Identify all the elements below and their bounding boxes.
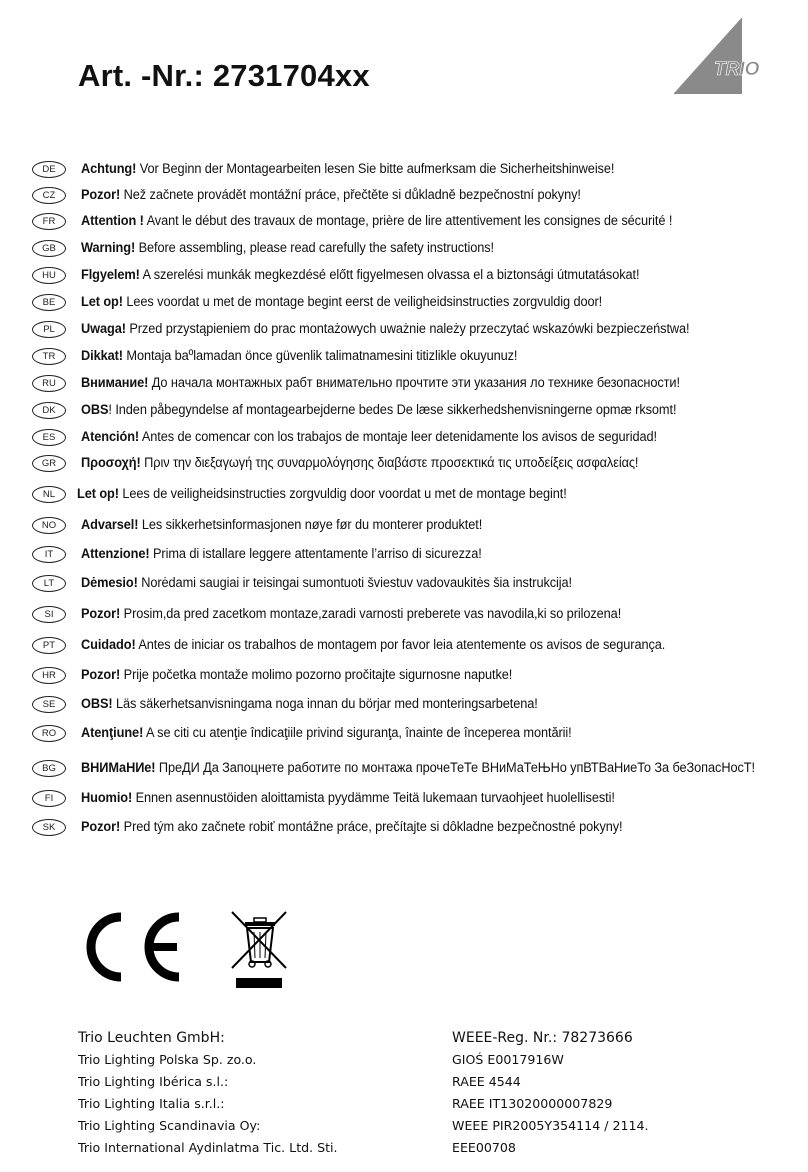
warning-heading: Let op! bbox=[81, 294, 123, 310]
language-code-badge: ES bbox=[32, 429, 66, 446]
language-code-badge: RO bbox=[32, 725, 66, 742]
language-code-badge: RU bbox=[32, 375, 66, 392]
warning-heading: Let op! bbox=[77, 486, 119, 502]
warning-text bbox=[81, 696, 538, 712]
registration-number: EEE00708 bbox=[452, 1140, 516, 1155]
warning-heading: OBS bbox=[81, 402, 109, 418]
warning-row bbox=[0, 291, 808, 313]
warning-heading: Warning! bbox=[81, 240, 136, 256]
warning-row bbox=[0, 345, 808, 367]
warning-body: Les sikkerhetsinformasjonen nøye før du monterer produktet! bbox=[138, 517, 483, 533]
warning-heading: Προσοχή! bbox=[81, 455, 141, 471]
language-code-badge: HU bbox=[32, 267, 66, 284]
warning-heading: Dėmesio! bbox=[81, 575, 138, 591]
warning-heading: Dikkat! bbox=[81, 348, 123, 364]
warning-row bbox=[0, 483, 808, 505]
warning-body: A se citi cu atenţie îndicaţiile privind siguranţa, înainte de începerea montării! bbox=[143, 725, 572, 741]
warning-body: A szerelési munkák megkezdésé előtt figyelmesen olvassa el a biztonsági útmutatásokat! bbox=[139, 267, 640, 283]
warning-text bbox=[81, 267, 639, 283]
warning-text bbox=[81, 402, 676, 418]
warning-body: Ennen asennustöiden aloittamista pyydämme Teitä lukemaan turvaohjeet huolellisesti! bbox=[132, 790, 615, 806]
language-code-badge: NL bbox=[32, 486, 66, 503]
language-code-badge: BG bbox=[32, 760, 66, 777]
warning-row bbox=[0, 664, 808, 686]
warning-body: Montaja baºlamadan önce güvenlik talimatnamesini titizlikle okuyunuz! bbox=[122, 348, 518, 364]
warning-text bbox=[81, 321, 690, 337]
trio-logo bbox=[672, 18, 774, 96]
warning-text bbox=[81, 606, 621, 622]
warning-text bbox=[81, 213, 672, 229]
warning-body: ПреДИ Да Запоцнете работите по монтажа прочеТеТе ВНиМаТеЊНо упВТВаНиеТо За беЗопасНосТ! bbox=[155, 760, 755, 776]
warning-text bbox=[81, 240, 494, 256]
warning-row bbox=[0, 399, 808, 421]
warning-heading: Uwaga! bbox=[81, 321, 126, 337]
warning-row bbox=[0, 634, 808, 656]
weee-crossed-bin-icon bbox=[226, 906, 292, 992]
warning-text bbox=[81, 667, 512, 683]
warning-heading: Advarsel! bbox=[81, 517, 139, 533]
language-code-badge: FR bbox=[32, 213, 66, 230]
ce-mark-icon bbox=[76, 912, 184, 982]
warning-heading: OBS! bbox=[81, 696, 113, 712]
warning-row bbox=[0, 210, 808, 232]
language-code-badge: GB bbox=[32, 240, 66, 257]
warning-row bbox=[0, 237, 808, 259]
language-code-badge: TR bbox=[32, 348, 66, 365]
warning-body: Πριν την διεξαγωγή της συναρμολόγησης διαβάστε προσεκτικά τις υποδείξεις ασφαλείας! bbox=[140, 455, 639, 471]
language-code-badge: SE bbox=[32, 696, 66, 713]
language-code-badge: PL bbox=[32, 321, 66, 338]
language-code-badge: LT bbox=[32, 575, 66, 592]
warning-heading: Pozor! bbox=[81, 667, 121, 683]
warning-row bbox=[0, 514, 808, 536]
warning-text bbox=[81, 348, 517, 364]
warning-body: Lees voordat u met de montage begint eerst de veiligheidsinstructies zorgvuldig door! bbox=[122, 294, 603, 310]
warning-row bbox=[0, 158, 808, 180]
language-code-badge: DK bbox=[32, 402, 66, 419]
language-code-badge: BE bbox=[32, 294, 66, 311]
company-name: Trio Lighting Italia s.r.l.: bbox=[78, 1096, 225, 1111]
warning-heading: Attenzione! bbox=[81, 546, 150, 562]
language-code-badge: HR bbox=[32, 667, 66, 684]
warning-text bbox=[81, 546, 482, 562]
warning-text bbox=[81, 161, 614, 177]
warning-row bbox=[0, 757, 808, 779]
warning-text bbox=[81, 819, 623, 835]
warning-body: Norėdami saugiai ir teisingai sumontuoti šviestuv vadovaukitės šia instrukcija! bbox=[137, 575, 573, 591]
warning-body: Prije početka montaže molimo pozorno pročitajte sigurnosne naputke! bbox=[120, 667, 513, 683]
warning-text bbox=[81, 517, 482, 533]
company-name: Trio Lighting Polska Sp. zo.o. bbox=[78, 1052, 257, 1067]
warning-body: Prosim,da pred zacetkom montaze,zaradi varnosti preberete vas navodila,ki so prilozena! bbox=[120, 606, 622, 622]
warning-body: Než začnete provádět montážní práce, přečtěte si důkladně bezpečnostní pokyny! bbox=[120, 187, 581, 203]
registration-number: WEEE PIR2005Y354114 / 2114. bbox=[452, 1118, 649, 1133]
warning-heading: Huomio! bbox=[81, 790, 133, 806]
registration-number: RAEE 4544 bbox=[452, 1074, 521, 1089]
language-code-badge: PT bbox=[32, 637, 66, 654]
warning-text bbox=[81, 637, 665, 653]
warning-body: Before assembling, please read carefully the safety instructions! bbox=[135, 240, 495, 256]
warning-heading: Atenţiune! bbox=[81, 725, 144, 741]
warning-row bbox=[0, 816, 808, 838]
warning-row bbox=[0, 693, 808, 715]
warning-heading: Atención! bbox=[81, 429, 140, 445]
language-code-badge: GR bbox=[32, 455, 66, 472]
warning-heading: Внимание! bbox=[81, 375, 149, 391]
warning-text bbox=[81, 294, 602, 310]
language-code-badge: DE bbox=[32, 161, 66, 178]
warning-row bbox=[0, 372, 808, 394]
registration-number: WEEE-Reg. Nr.: 78273666 bbox=[452, 1030, 633, 1046]
logo-text: TRIO bbox=[714, 59, 760, 80]
warning-text bbox=[81, 725, 572, 741]
warning-body: Prima di istallare leggere attentamente l’arriso di sicurezza! bbox=[149, 546, 482, 562]
warning-row bbox=[0, 426, 808, 448]
warning-text bbox=[81, 575, 572, 591]
warning-row bbox=[0, 787, 808, 809]
warning-heading: Cuidado! bbox=[81, 637, 136, 653]
registration-number: GIOŚ E0017916W bbox=[452, 1052, 564, 1067]
warning-row bbox=[0, 264, 808, 286]
warning-body: Antes de iniciar os trabalhos de montagem por favor leia atentemente os avisos de segurança. bbox=[135, 637, 666, 653]
warning-heading: Pozor! bbox=[81, 187, 121, 203]
warning-body: Vor Beginn der Montagearbeiten lesen Sie bitte aufmerksam die Sicherheitshinweise! bbox=[136, 161, 615, 177]
warning-heading: Flgyelem! bbox=[81, 267, 140, 283]
language-code-badge: NO bbox=[32, 517, 66, 534]
warning-body: Pred tým ako začnete robiť montážne práce, prečítajte si dôkladne bezpečnostné pokyny! bbox=[120, 819, 623, 835]
warning-heading: ВНИМаНИе! bbox=[81, 760, 156, 776]
warning-row bbox=[0, 452, 808, 474]
warning-body: Avant le début des travaux de montage, prière de lire attentivement les consignes de sécurité ! bbox=[143, 213, 673, 229]
company-name: Trio International Aydinlatma Tic. Ltd. Sti. bbox=[78, 1140, 338, 1155]
warning-text bbox=[81, 760, 755, 776]
page-title: Art. -Nr.: 2731704xx bbox=[78, 58, 370, 93]
warning-body: Lees de veiligheidsinstructies zorgvuldig door voordat u met de montage begint! bbox=[118, 486, 567, 502]
company-name: Trio Leuchten GmbH: bbox=[78, 1030, 225, 1046]
warning-heading: Pozor! bbox=[81, 819, 121, 835]
warning-heading: Pozor! bbox=[81, 606, 121, 622]
warning-body: Przed przystąpieniem do prac montażowych uważnie należy przeczytać wskazówki bezpieczeństwa! bbox=[125, 321, 690, 337]
warning-row bbox=[0, 603, 808, 625]
warning-text bbox=[77, 486, 567, 502]
warning-text bbox=[81, 429, 657, 445]
warning-heading: Attention ! bbox=[81, 213, 144, 229]
warning-row bbox=[0, 722, 808, 744]
warning-text bbox=[81, 790, 615, 806]
warning-body: До начала монтажных рабт внимательно прочтите эти указания ло технике безопасности! bbox=[148, 375, 680, 391]
language-code-badge: FI bbox=[32, 790, 66, 807]
language-code-badge: SI bbox=[32, 606, 66, 623]
warning-text bbox=[81, 187, 581, 203]
warning-text bbox=[81, 375, 680, 391]
warning-body: ! Inden påbegyndelse af montagearbejderne bedes De læse sikkerhedshenvisningerne opmæ rksomt! bbox=[108, 402, 677, 418]
language-code-badge: IT bbox=[32, 546, 66, 563]
warning-heading: Achtung! bbox=[81, 161, 137, 177]
company-name: Trio Lighting Ibérica s.l.: bbox=[78, 1074, 229, 1089]
warning-body: Läs säkerhetsanvisningama noga innan du börjar med monteringsarbetena! bbox=[112, 696, 538, 712]
language-code-badge: CZ bbox=[32, 187, 66, 204]
language-code-badge: SK bbox=[32, 819, 66, 836]
warning-body: Antes de comencar con los trabajos de montaje leer detenidamente los avisos de seguridad! bbox=[139, 429, 657, 445]
warning-row bbox=[0, 318, 808, 340]
warning-row bbox=[0, 543, 808, 565]
warning-text bbox=[81, 455, 638, 471]
warning-row bbox=[0, 184, 808, 206]
company-name: Trio Lighting Scandinavia Oy: bbox=[78, 1118, 261, 1133]
registration-number: RAEE IT13020000007829 bbox=[452, 1096, 613, 1111]
warning-row bbox=[0, 572, 808, 594]
